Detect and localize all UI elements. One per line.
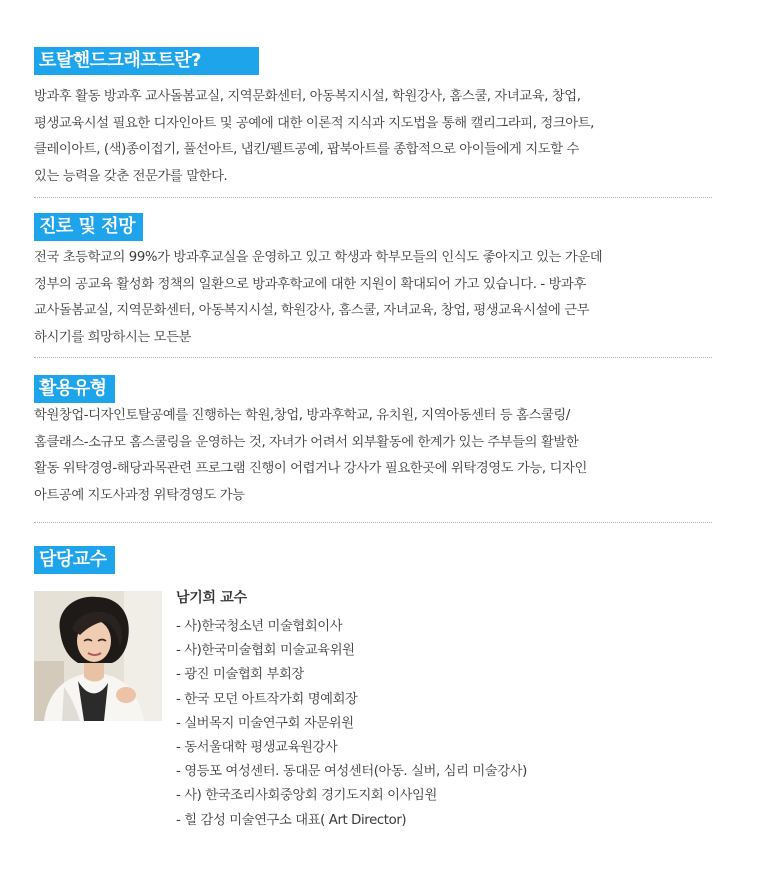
section-title-what: 토탈핸드크래프트란? <box>34 47 259 75</box>
section-title-usage: 활용유형 <box>34 375 115 403</box>
section-body-career: 전국 초등학교의 99%가 방과후교실을 운영하고 있고 학생과 학부모들의 인식도 좋아지고 있는 가운데 정부의 공교육 활성화 정책의 일환으로 방과후학교에 대한 지원이 확대되어 가고 있습니다. - 방과후 교사돌봄교실, 지역문화센터, 아동복지시설, 학원강사, 홈스쿨, 자녀교육, 창업, 평생교육시설에 근무 하시기를 희망하시는 모든분 <box>34 250 603 345</box>
section-body-usage: 학원창업-디자인토탈공예를 진행하는 학원,창업, 방과후학교, 유치원, 지역아동센터 등 홈스쿨링/ 홈클래스-소규모 홈스쿨링을 운영하는 것, 자녀가 어려서 외부활동에 한계가 있는 주부들의 활발한 활동 위탁경영-해당과목관련 프로그램 진행이 어렵거나 강사가 필요한곳에 위탁경영도 가능, 디자인 아트공예 지도사과정 위탁경영도 가능 <box>34 408 587 503</box>
section-title-professor: 담당교수 <box>34 546 115 574</box>
career-item: - 사)한국미술협회 미술교육위원 <box>176 643 355 659</box>
career-item: - 영등포 여성센터. 동대문 여성센터(아동. 실버, 심리 미술강사) <box>176 764 527 780</box>
section-divider <box>34 522 712 523</box>
professor-career-list <box>176 615 527 833</box>
professor-name: 남기희 교수 <box>176 590 247 606</box>
professor-photo <box>34 591 162 721</box>
career-item: - 사) 한국조리사회중앙회 경기도지회 이사임원 <box>176 788 437 804</box>
section-divider <box>34 197 712 198</box>
career-item: - 한국 모던 아트작가회 명예회장 <box>176 691 358 707</box>
career-item: - 동서울대학 평생교육원강사 <box>176 740 338 756</box>
section-divider <box>34 357 712 358</box>
career-item: - 사)한국청소년 미술협회이사 <box>176 619 343 634</box>
career-item: - 실버목지 미술연구회 자문위원 <box>176 715 354 731</box>
section-body-what: 방과후 활동 방과후 교사돌봄교실, 지역문화센터, 아동복지시설, 학원강사, 홈스쿨, 자녀교육, 창업, 평생교육시설 필요한 디자인아트 및 공예에 대한 이론적 지식과 지도법을 통해 캘리그라피, 정크아트, 클레이아트, (색)종이접기, 풀선아트, 냅킨/펠트공예, 팝북아트를 종합적으로 아이들에게 지도할 수 있는 능력을 갖춘 전문가를 말한다. <box>34 89 594 184</box>
section-title-career: 진로 및 전망 <box>34 213 143 241</box>
career-item: - 광진 미술협회 부회장 <box>176 667 304 683</box>
career-item: - 힐 감성 미술연구소 대표( Art Director) <box>176 812 407 828</box>
